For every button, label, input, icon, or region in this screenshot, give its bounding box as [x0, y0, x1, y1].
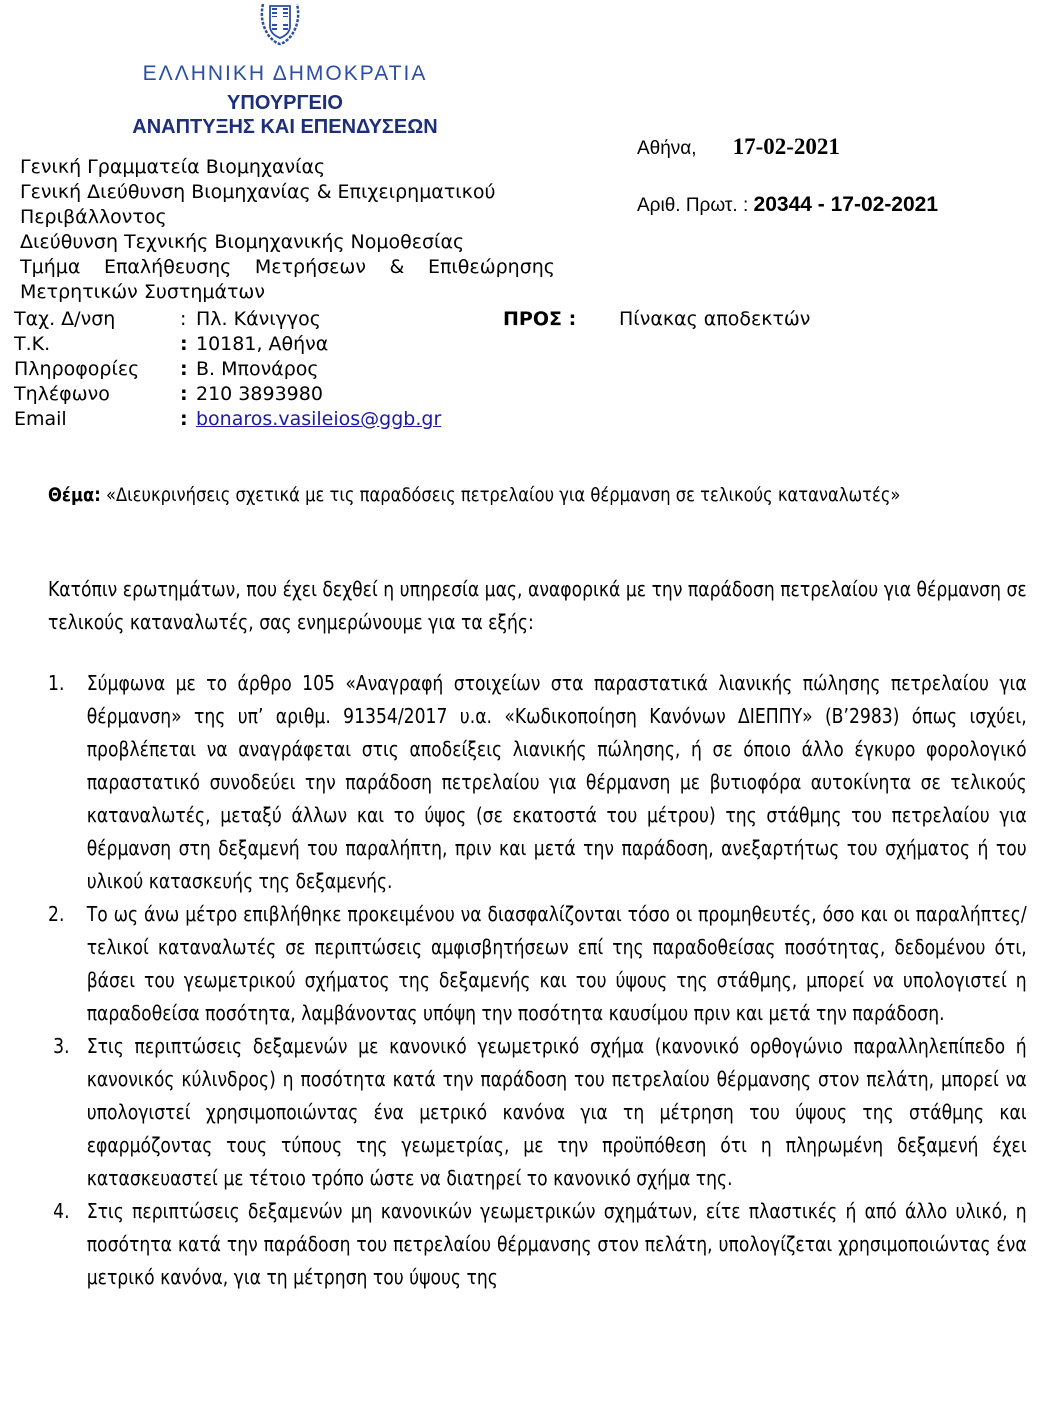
- recipient-row: [503, 308, 810, 330]
- contact-row-phone: [14, 382, 441, 407]
- org-line: Γενική Γραμματεία Βιομηχανίας: [20, 156, 326, 178]
- contact-separator: :: [180, 308, 187, 330]
- contact-row-email: [14, 407, 441, 432]
- contact-separator: :: [180, 358, 188, 380]
- org-line: Γενική Διεύθυνση Βιομηχανίας & Επιχειρηματικού: [20, 181, 496, 203]
- numbered-list-inner: [48, 667, 1027, 1294]
- list-item: [48, 1195, 1027, 1294]
- org-word: Μετρήσεων: [254, 256, 366, 278]
- intro-paragraph-block: [48, 573, 1026, 639]
- org-word: Επιθεώρησης: [427, 256, 555, 278]
- org-line: Διεύθυνση Τεχνικής Βιομηχανικής Νομοθεσίας: [20, 231, 465, 253]
- list-item-number: 4.: [53, 1199, 70, 1223]
- contact-value: 210 3893980: [196, 383, 323, 405]
- subject-block: [48, 480, 1026, 510]
- contact-separator: :: [180, 383, 188, 405]
- org-line: Μετρητικών Συστημάτων: [20, 281, 265, 303]
- subject-label: Θέμα:: [48, 484, 101, 506]
- list-item-text: Το ως άνω μέτρο επιβλήθηκε προκειμένου να διασφαλίζονται τόσο οι προμηθευτές, όσο και οι παραλήπτες/τελικοί καταναλωτές σε περιπτώσεις αμφισβητήσεων επί της παραδοθείσας ποσότητας, δεδομένου ότι, βάσει του γεωμετρικού σχήματος της δεξαμενής και του ύψους της στάθμης, μπορεί να υπολογιστεί η παραδοθείσα ποσότητα, λαμβάνοντας υπόψη την ποσότητα καυσίμου πριν και μετά την παράδοση.: [86, 902, 1027, 1025]
- list-item-number: 1.: [48, 671, 65, 695]
- org-word: Επαλήθευσης: [103, 256, 232, 278]
- contact-label: Ταχ. Δ/νση: [14, 308, 116, 330]
- contact-label: Τηλέφωνο: [14, 383, 110, 405]
- protocol-number: 20344 - 17-02-2021: [753, 193, 939, 216]
- republic-title: ΕΛΛΗΝΙΚΗ ΔΗΜΟΚΡΑΤΙΑ: [142, 62, 428, 85]
- subject-text: «Διευκρινήσεις σχετικά με τις παραδόσεις πετρελαίου για θέρμανση σε τελικούς καταναλωτές»: [105, 484, 901, 506]
- contact-separator: :: [180, 333, 188, 355]
- contact-row-info: [14, 357, 441, 382]
- contact-label: Τ.Κ.: [14, 333, 51, 355]
- contact-row-postcode: [14, 332, 441, 357]
- list-item-text: Στις περιπτώσεις δεξαμενών με κανονικό γεωμετρικό σχήμα (κανονικό ορθογώνιο παραλληλεπίπεδο ή κανονικός κύλινδρος) η ποσότητα κατά την παράδοση του πετρελαίου θέρμανσης στον πελάτη, μπορεί να υπολογιστεί χρησιμοποιώντας ένα μετρικό κανόνα για τη μέτρηση του ύψους της στάθμης και εφαρμόζοντας τους τύπους της γεωμετρίας, με την προϋπόθεση ότι η πληρωμένη δεξαμενή έχει κατασκευαστεί με τέτοιο τρόπο ώστε να διατηρεί το κανονικό σχήμα της.: [86, 1034, 1027, 1190]
- contact-value: Πλ. Κάνιγγος: [196, 308, 321, 330]
- list-item: [48, 1030, 1027, 1195]
- org-line: Περιβάλλοντος: [20, 206, 167, 228]
- ministry-title-line1: ΥΠΟΥΡΓΕΙΟ: [227, 92, 343, 114]
- organization-block: [20, 155, 560, 305]
- list-item: [48, 898, 1027, 1030]
- numbered-list: [48, 667, 1028, 1294]
- protocol-label: Αριθ. Πρωτ. :: [637, 195, 754, 216]
- contact-block: [14, 307, 441, 432]
- ministry-title-line2: ΑΝΑΠΤΥΞΗΣ ΚΑΙ ΕΠΕΝΔΥΣΕΩΝ: [132, 116, 438, 138]
- org-word: Τμήμα: [20, 256, 81, 278]
- greek-coat-of-arms-icon: [255, 0, 305, 46]
- email-link[interactable]: bonaros.vasileios@ggb.gr: [196, 408, 442, 430]
- recipient-value: Πίνακας αποδεκτών: [619, 308, 811, 330]
- place-label: Αθήνα,: [637, 138, 697, 159]
- list-item-text: Στις περιπτώσεις δεξαμενών μη κανονικών γεωμετρικών σχημάτων, είτε πλαστικές ή από άλλο υλικό, η ποσότητα κατά την παράδοση του πετρελαίου θέρμανσης στον πελάτη, υπολογίζεται χρησιμοποιώντας ένα μετρικό κανόνα, για τη μέτρηση του ύψους της: [86, 1199, 1027, 1289]
- contact-label: Πληροφορίες: [14, 358, 140, 380]
- org-line: [20, 255, 555, 280]
- list-item-number: 3.: [53, 1034, 70, 1058]
- contact-value: Β. Μπονάρος: [196, 358, 319, 380]
- contact-label: Email: [14, 408, 67, 430]
- protocol-row: [637, 193, 938, 217]
- org-word: &: [389, 256, 405, 278]
- contact-separator: :: [180, 408, 188, 430]
- list-item-text: Σύμφωνα με το άρθρο 105 «Αναγραφή στοιχείων στα παραστατικά λιανικής πώλησης πετρελαίου για θέρμανση» της υπ’ αριθμ. 91354/2017 υ.α. «Κωδικοποίηση Κανόνων ΔΙΕΠΠΥ» (Β’2983) όπως ισχύει, προβλέπεται να αναγράφεται στις αποδείξεις λιανικής πώλησης, ή σε όποιο άλλο έγκυρο φορολογικό παραστατικό συνοδεύει την παράδοση πετρελαίου για θέρμανση με βυτιοφόρα αυτοκίνητα σε τελικούς καταναλωτές, μεταξύ άλλων και το ύψος (σε εκατοστά του μέτρου) της στάθμης του πετρελαίου για θέρμανση στη δεξαμενή του παραλήπτη, πριν και μετά την παράδοση, ανεξαρτήτως του σχήματος ή του υλικού κατασκευής της δεξαμενής.: [86, 671, 1027, 893]
- recipient-label: ΠΡΟΣ :: [503, 308, 577, 330]
- list-item: [48, 667, 1027, 898]
- document-date: 17-02-2021: [732, 134, 840, 159]
- list-item-number: 2.: [48, 902, 65, 926]
- contact-value: 10181, Αθήνα: [196, 333, 329, 355]
- subject-wrap: [48, 480, 1027, 510]
- date-row: [637, 134, 840, 160]
- contact-row-address: [14, 307, 441, 332]
- intro-paragraph: Κατόπιν ερωτημάτων, που έχει δεχθεί η υπηρεσία μας, αναφορικά με την παράδοση πετρελαίου για θέρμανση σε τελικούς καταναλωτές, σας ενημερώνουμε για τα εξής:: [48, 577, 1027, 634]
